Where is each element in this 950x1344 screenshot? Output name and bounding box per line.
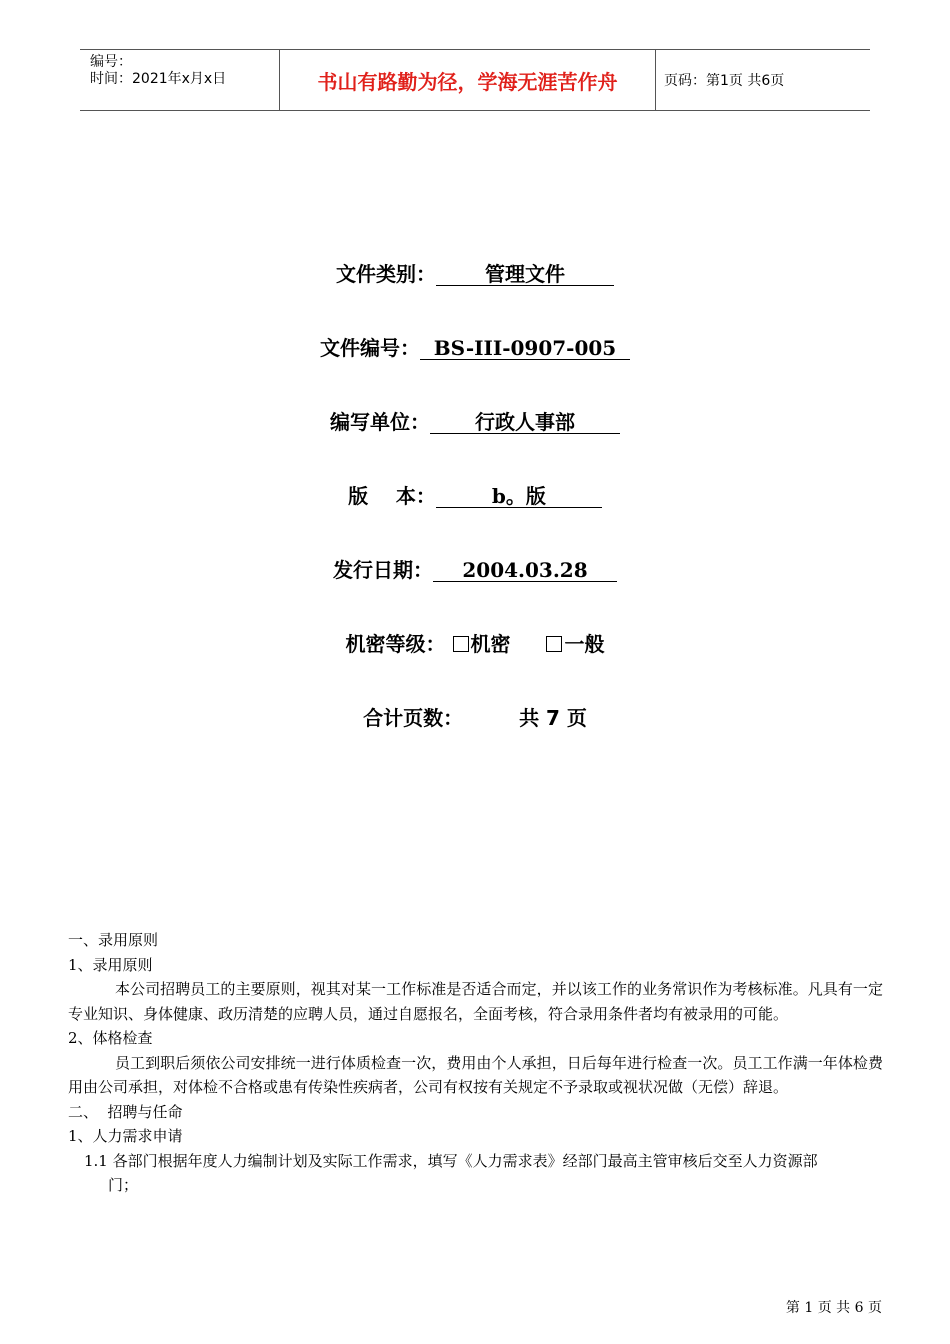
secret-option-label: 机密 [470,632,511,656]
docno-label: 文件编号： [320,336,420,360]
security-row [0,628,950,657]
dept-label: 编写单位： [330,410,430,434]
date-label: 发行日期： [333,558,433,582]
item3-1-continuation: 门； [108,1176,139,1194]
security-label: 机密等级： [345,632,446,656]
header-motto: 书山有路勤为径，学海无涯苦作舟 [280,50,656,110]
dept-value: 行政人事部 [430,411,620,434]
doc-time-label: 时间：2021年x月x日 [90,71,227,87]
page-footer: 第 1 页 共 6 页 [785,1300,882,1316]
general-checkbox[interactable] [546,636,562,652]
date-value: 2004.03.28 [433,559,617,582]
header-page-info: 页码：第1页 共6页 [664,73,785,89]
header-meta [80,50,280,110]
item2-paragraph: 员工到职后须依公司安排统一进行体质检查一次，费用由个人承担，日后每年进行检查一次。员工工作满一年体检费用由公司承担，对体检不合格或患有传染性疾病者，公司有权按有关规定不予录取或视状况做（无偿）辞退。 [68,1053,883,1096]
doc-number-label: 编号： [90,54,132,70]
page-header [80,49,870,111]
secret-checkbox[interactable] [453,636,469,652]
pages-value: 共 7 页 [519,706,587,730]
dept-row [0,406,950,435]
item1-paragraph: 本公司招聘员工的主要原则，视其对某一工作标准是否适合而定，并以该工作的业务常识作为考核标准。凡具有一定专业知识、身体健康、政历清楚的应聘人员，通过自愿报名，全面考核，符合录用条件者均有被录用的可能。 [68,980,883,1023]
section2-title: 二、 招聘与任命 [68,1102,183,1121]
version-value: b。版 [436,485,602,508]
section1-title: 一、录用原则 [68,931,159,949]
document-body [68,928,883,1198]
pages-label: 合计页数： [363,706,464,730]
docno-row [0,332,950,361]
item3-1-paragraph: 1.1 各部门根据年度人力编制计划及实际工作需求，填写《人力需求表》经部门最高主管审核后交至人力资源部 [84,1151,818,1170]
item3-title: 1、人力需求申请 [68,1127,183,1145]
date-row [0,554,950,583]
item2-title: 2、体格检查 [68,1029,153,1047]
category-row [0,258,950,287]
category-value: 管理文件 [436,263,614,286]
version-label: 版 本： [348,484,436,508]
general-option-label: 一般 [564,632,605,656]
item1-title: 1、录用原则 [68,955,153,974]
pages-row [0,702,950,731]
docno-value: BS-III-0907-005 [420,337,630,360]
version-row [0,480,950,509]
category-label: 文件类别： [336,262,436,286]
